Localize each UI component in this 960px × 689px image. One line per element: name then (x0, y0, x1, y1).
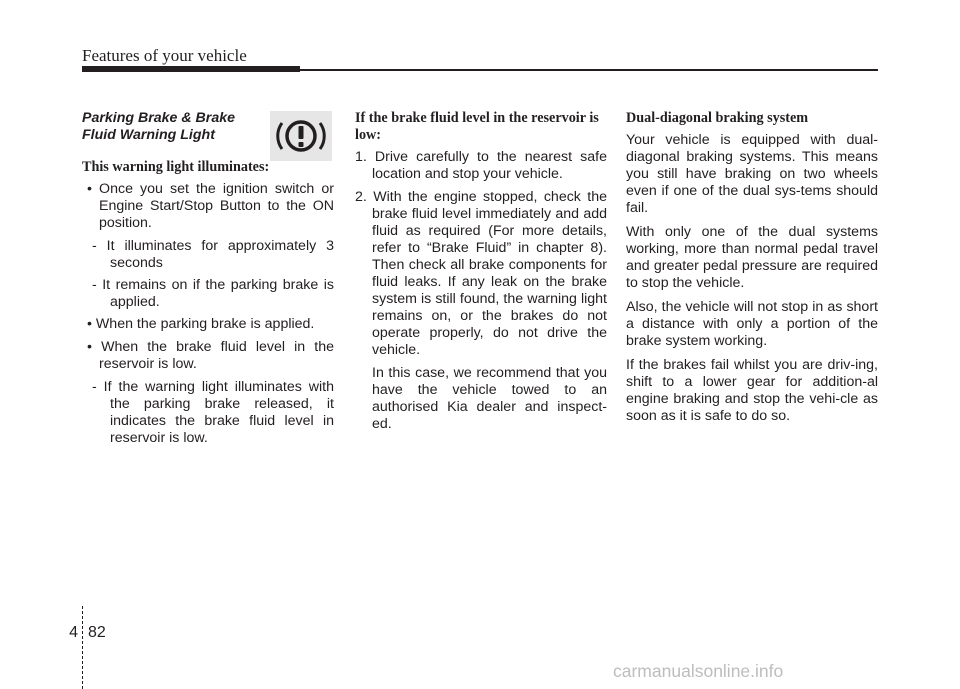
header-rule-thick (82, 66, 300, 72)
step-1: 1. Drive carefully to the nearest safe location and stop your vehicle. (355, 149, 607, 182)
watermark: carmanualsonline.info (613, 661, 784, 681)
column-parking-brake (82, 110, 334, 452)
step-2: 2. With the engine stopped, check the brake fluid level immediately and add fluid as required (For more details, refer to “Brake Fluid” in chapter 8). Then check all brake components for fluid leaks. If any leak on the brake system is still found, the warning light remains on, or the brakes do not operate properly, do not drive the vehicle. (355, 189, 607, 358)
towing-paragraph: In this case, we recommend that you have the vehicle towed to an authorised Kia dealer and inspect-ed. (372, 365, 607, 432)
section-heading: Parking Brake & Brake Fluid Warning Light (82, 110, 235, 143)
column-dual-diagonal (626, 110, 878, 432)
subheading-dual-diagonal: Dual-diagonal braking system (626, 110, 809, 126)
dash-fluid-low-indicator: - If the warning light illuminates with the parking brake released, it indicates the brake fluid level in reservoir is low. (92, 379, 334, 446)
footer-page-number: 82 (88, 624, 106, 641)
dash-approx-3-seconds: - It illuminates for approximately 3 seconds (92, 238, 334, 271)
paragraph-brake-failure: If the brakes fail whilst you are driv-ing, shift to a lower gear for addition-al engine braking and stop the vehi-cle as soon as it is safe to do so. (626, 357, 878, 424)
column-fluid-low (355, 110, 607, 440)
footer-chapter-number: 4 (69, 624, 78, 641)
bullet-parking-brake: • When the parking brake is applied. (87, 316, 315, 332)
page-header-title: Features of your vehicle (82, 46, 247, 65)
paragraph-pedal-travel: With only one of the dual systems working, more than normal pedal travel and greater pedal pressure are required to stop the vehicle. (626, 224, 878, 291)
header-rule-thin (300, 69, 878, 71)
footer-divider (82, 606, 83, 689)
dash-parking-brake-applied: - It remains on if the parking brake is applied. (92, 277, 334, 310)
bullet-fluid-low: • When the brake fluid level in the reservoir is low. (87, 339, 334, 372)
subheading-illuminates: This warning light illuminates: (82, 159, 270, 175)
paragraph-stopping-distance: Also, the vehicle will not stop in as short a distance with only a portion of the brake system working. (626, 299, 878, 349)
bullet-ignition: • Once you set the ignition switch or Engine Start/Stop Button to the ON position. (87, 181, 334, 231)
paragraph-dual-systems: Your vehicle is equipped with dual-diagonal braking systems. This means you still have braking on two wheels even if one of the dual sys-tems should fail. (626, 132, 878, 216)
subheading-fluid-low: If the brake fluid level in the reservoir is low: (355, 110, 599, 143)
